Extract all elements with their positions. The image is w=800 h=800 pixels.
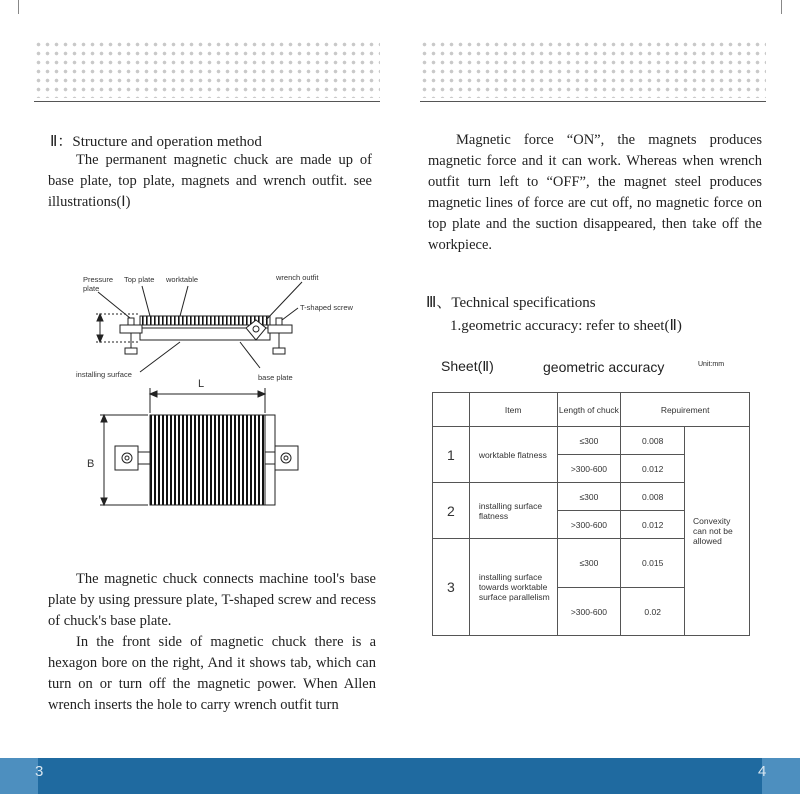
row-value: 0.02 [621,588,685,636]
footer-left-cap [0,758,38,794]
sheet-title: geometric accuracy [543,359,665,375]
right-header-rule [420,101,766,102]
footer-bar [0,758,800,794]
label-dimension-b: B [87,458,95,470]
geometric-accuracy-table [432,392,750,636]
section-heading-technical: Ⅲ、Technical specifications [426,295,596,311]
row-number: 1 [433,427,470,483]
row-item: worktable flatness [469,427,557,483]
paragraph-magnetic-force: Magnetic force “ON”, the magnets produces magnetic force and it can work. Whereas when wrench outfit turn left to “OFF”, the magnet steel produces magnetic lines of force are cut off, no magnetic force on top plate and the suction disappeared, then take off the workpiece. [428,132,762,253]
row-length: >300-600 [557,511,621,539]
header-length: Length of chuck [557,393,621,427]
row-number: 2 [433,483,470,539]
row-value: 0.015 [621,539,685,588]
row-value: 0.008 [621,483,685,511]
unit-label: Unit:mm [698,361,725,368]
label-installing-surface: installing surface [76,370,132,379]
side-view [96,282,302,372]
row-length: ≤300 [557,483,621,511]
intro-paragraph: The permanent magnetic chuck are made up of base plate, top plate, magnets and wrench outfit. see illustrations(Ⅰ) [48,152,372,210]
section-heading-structure: Ⅱ：Structure and operation method [50,134,262,150]
label-top-plate: Top plate [124,275,155,284]
label-worktable: worktable [166,275,199,284]
paragraph-connection: The magnetic chuck connects machine tool's base plate by using pressure plate, T-shaped screw and recess of chuck's base plate. [48,571,376,629]
right-dot-pattern [420,40,766,98]
row-item: installing surface towards worktable surface parallelism [469,539,557,636]
label-t-shaped-screw: T-shaped screw [300,303,353,312]
page-number-right: 4 [758,763,767,780]
row-length: >300-600 [557,588,621,636]
label-base-plate: base plate [258,373,293,382]
sub-heading-geometric: 1.geometric accuracy: refer to sheet(Ⅱ) [450,318,682,334]
label-dimension-l: L [198,378,205,390]
row-length: >300-600 [557,455,621,483]
label-wrench-outfit: wrench outfit [276,273,319,282]
table-row [433,427,750,455]
header-item: Item [469,393,557,427]
left-header-rule [34,101,380,102]
top-view [100,388,298,505]
requirement-note-text: Convexity can not be allowed [693,516,733,546]
row-number: 3 [433,539,470,636]
left-dot-pattern [34,40,380,98]
sheet-label: Sheet(Ⅱ) [441,358,494,374]
page-number-left: 3 [35,763,44,780]
crop-mark-right [781,0,782,14]
paragraph-hexagon-bore: In the front side of magnetic chuck there is a hexagon bore on the right, And it shows tab, which can turn on or turn off the magnetic power. When Allen wrench inserts the hole to carry wrench outfit turn [48,634,376,713]
requirement-note [685,427,750,636]
label-pressure-plate: Pressure plate [83,275,114,293]
crop-mark-left [18,0,19,14]
row-item: installing surface flatness [469,483,557,539]
row-length: ≤300 [557,539,621,588]
footer-right-cap [762,758,800,794]
row-value: 0.008 [621,427,685,455]
row-length: ≤300 [557,427,621,455]
header-number [433,393,470,427]
table-header-row [433,393,750,427]
header-requirement: Repuirement [621,393,750,427]
row-value: 0.012 [621,511,685,539]
row-value: 0.012 [621,455,685,483]
